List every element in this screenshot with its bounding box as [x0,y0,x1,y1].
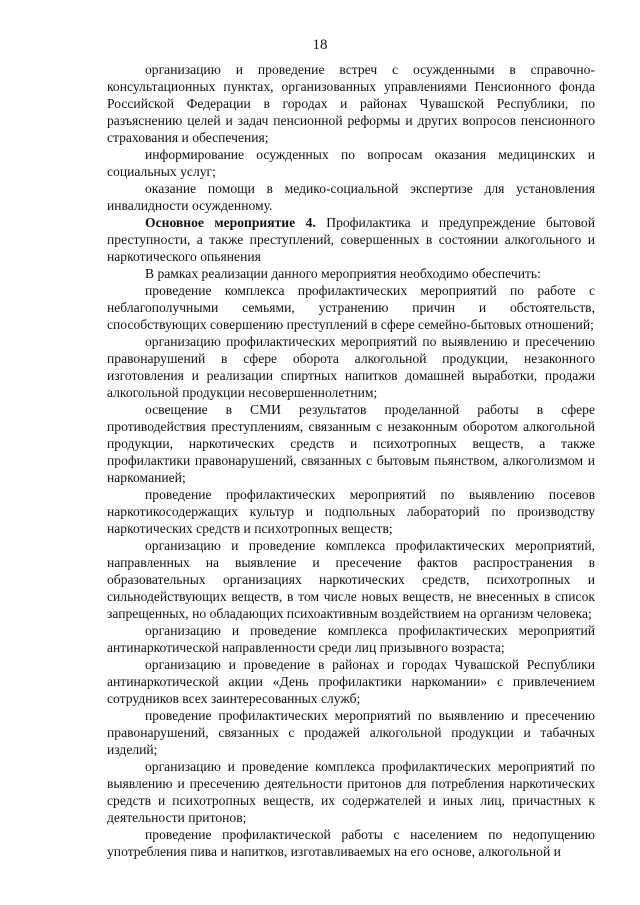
paragraph [107,537,595,622]
paragraph-text: проведение профилактической работы с населением по недопущению употребления пива и напитков, изготавливаемых на его основе, алкогольной и [107,827,595,859]
paragraph [107,282,595,333]
paragraph-text: освещение в СМИ результатов проделанной работы в сфере противодействия преступлениям, связанным с незаконным оборотом алкогольной продукции, наркотических средств и психотропных веществ, а также профилактики правонарушений, связанных с бытовым пьянством, алкоголизмом и наркоманией; [107,402,595,485]
paragraph [107,265,595,282]
paragraph [107,758,595,826]
paragraph [107,180,595,214]
paragraph-text: организацию и проведение комплекса профилактических мероприятий, направленных на выявление и пресечение фактов распространения в образовательных организациях наркотических средств, психотропных и сильнодействующих веществ, в том числе новых веществ, не внесенных в список запрещенных, но обладающих психоактивным воздействием на организм человека; [107,538,595,621]
paragraph-text: организацию и проведение комплекса профилактических мероприятий антинаркотической направленности среди лиц призывного возраста; [107,623,595,655]
section-heading-paragraph [107,214,595,265]
paragraph [107,61,595,146]
paragraph [107,146,595,180]
paragraph [107,826,595,860]
paragraph [107,333,595,401]
section-heading-bold: Основное мероприятие 4. [145,215,316,230]
paragraph-text: проведение профилактических мероприятий по выявлению посевов наркотикосодержащих культур и подпольных лабораторий по производству наркотических средств и психотропных веществ; [107,487,595,536]
paragraph [107,622,595,656]
paragraph-text: оказание помощи в медико-социальной экспертизе для установления инвалидности осужденному. [107,181,595,213]
paragraph-text: В рамках реализации данного мероприятия необходимо обеспечить: [145,266,541,281]
paragraph-text: информирование осужденных по вопросам оказания медицинских и социальных услуг; [107,147,595,179]
paragraph [107,656,595,707]
paragraph-text: организацию и проведение встреч с осужденными в справочно-консультационных пунктах, организованных управлениями Пенсионного фонда Российской Федерации в городах и районах Чувашской Республики, по разъяснению целей и задач пенсионной реформы и других вопросов пенсионного страхования и обеспечения; [107,62,595,145]
paragraph-text: организацию профилактических мероприятий по выявлению и пресечению правонарушений в сфере оборота алкогольной продукции, незаконного изготовления и реализации спиртных напитков домашней выработки, продажи алкогольной продукции несовершеннолетним; [107,334,595,400]
document-body [107,61,595,860]
paragraph-text: проведение комплекса профилактических мероприятий по работе с неблагополучными семьями, устранению причин и обстоятельств, способствующих совершению преступлений в сфере семейно-бытовых отношений; [107,283,595,332]
paragraph-text: организацию и проведение в районах и городах Чувашской Республики антинаркотической акции «День профилактики наркомании» с привлечением сотрудников всех заинтересованных служб; [107,657,595,706]
paragraph [107,486,595,537]
paragraph-text: проведение профилактических мероприятий по выявлению и пресечению правонарушений, связанных с продажей алкогольной продукции и табачных изделий; [107,708,595,757]
paragraph [107,707,595,758]
paragraph-text: организацию и проведение комплекса профилактических мероприятий по выявлению и пресечению деятельности притонов для потребления наркотических средств и психотропных веществ, их содержателей и иных лиц, причастных к деятельности притонов; [107,759,595,825]
page-number: 18 [312,37,328,53]
paragraph-text: Профилактика и предупреждение бытовой преступности, а также преступлений, совершенных в состоянии алкогольного и наркотического опьянения [107,215,595,264]
paragraph [107,401,595,486]
